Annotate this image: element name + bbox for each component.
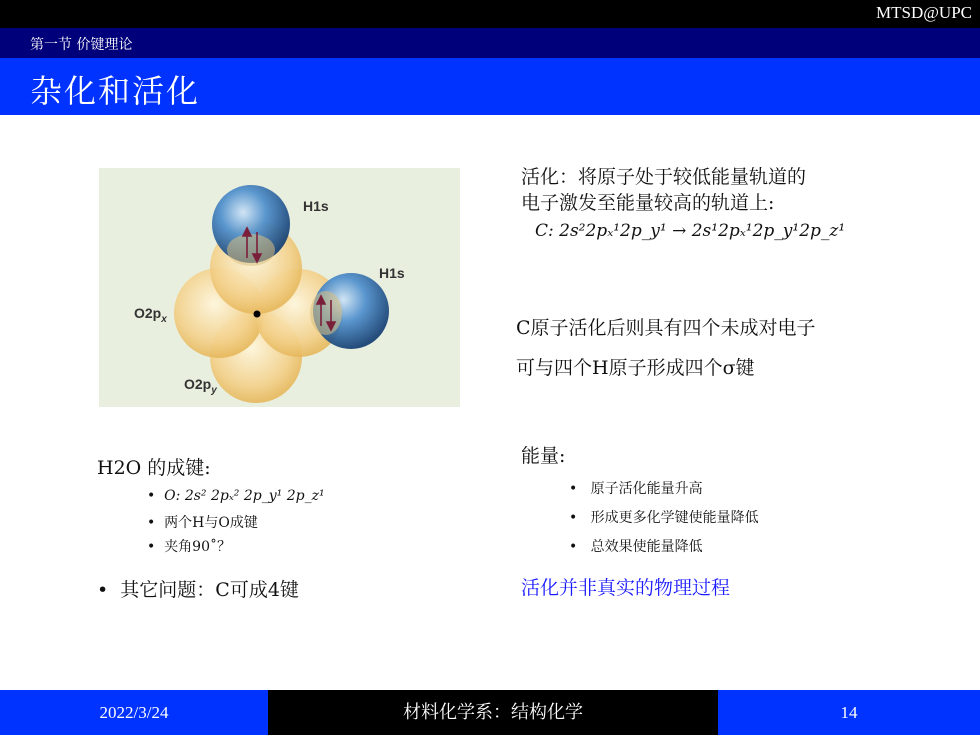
footer-date: 2022/3/24 — [0, 690, 268, 735]
label-o2px: $O2p_x$ — [134, 305, 167, 325]
footer-bar — [0, 690, 980, 735]
label-h1s-right: H1s — [379, 265, 405, 281]
top-bar — [0, 0, 980, 28]
activation-definition-line2: 电子激发至能量较高的轨道上: — [521, 192, 775, 214]
list-item: • 总效果使能量降低 — [569, 539, 703, 555]
label-h1s-top: H1s — [303, 198, 329, 214]
orbital-diagram — [99, 168, 460, 407]
oxygen-nucleus — [254, 311, 261, 318]
list-item: • O: 2s² 2pₓ² 2p_y¹ 2p_z¹ — [147, 488, 325, 504]
list-item: • 夹角90˚？ — [147, 539, 231, 555]
water-orbital-figure — [99, 168, 460, 407]
label-o2py: $O2p_y$ — [184, 376, 217, 396]
brand-label: MTSD@UPC — [876, 3, 972, 22]
activation-definition-line1: 活化：将原子处于较低能量轨道的 — [521, 166, 807, 188]
section-bar — [0, 28, 980, 58]
h2o-bonding-heading: H2O 的成键: — [97, 457, 211, 479]
slide-title: 杂化和活化 — [30, 72, 201, 110]
list-item: • 原子活化能量升高 — [569, 481, 703, 497]
other-question: • 其它问题：C可成4键 — [97, 579, 299, 601]
list-item: • 形成更多化学键使能量降低 — [569, 510, 759, 526]
section-title: 第一节 价键理论 — [30, 37, 133, 53]
carbon-config-formula: C: 2s²2pₓ¹2p_y¹ → 2s¹2pₓ¹2p_y¹2p_z¹ — [535, 221, 846, 241]
activation-result-line2: 可与四个H原子形成四个σ键 — [516, 357, 755, 379]
footer-page-number: 14 — [718, 690, 980, 735]
energy-heading: 能量: — [521, 445, 566, 467]
activation-conclusion: 活化并非真实的物理过程 — [521, 577, 731, 599]
list-item: • 两个H与O成键 — [147, 515, 258, 531]
title-bar — [0, 58, 980, 115]
activation-result-line1: C原子活化后则具有四个未成对电子 — [516, 317, 816, 339]
footer-course: 材料化学系：结构化学 — [268, 690, 718, 735]
